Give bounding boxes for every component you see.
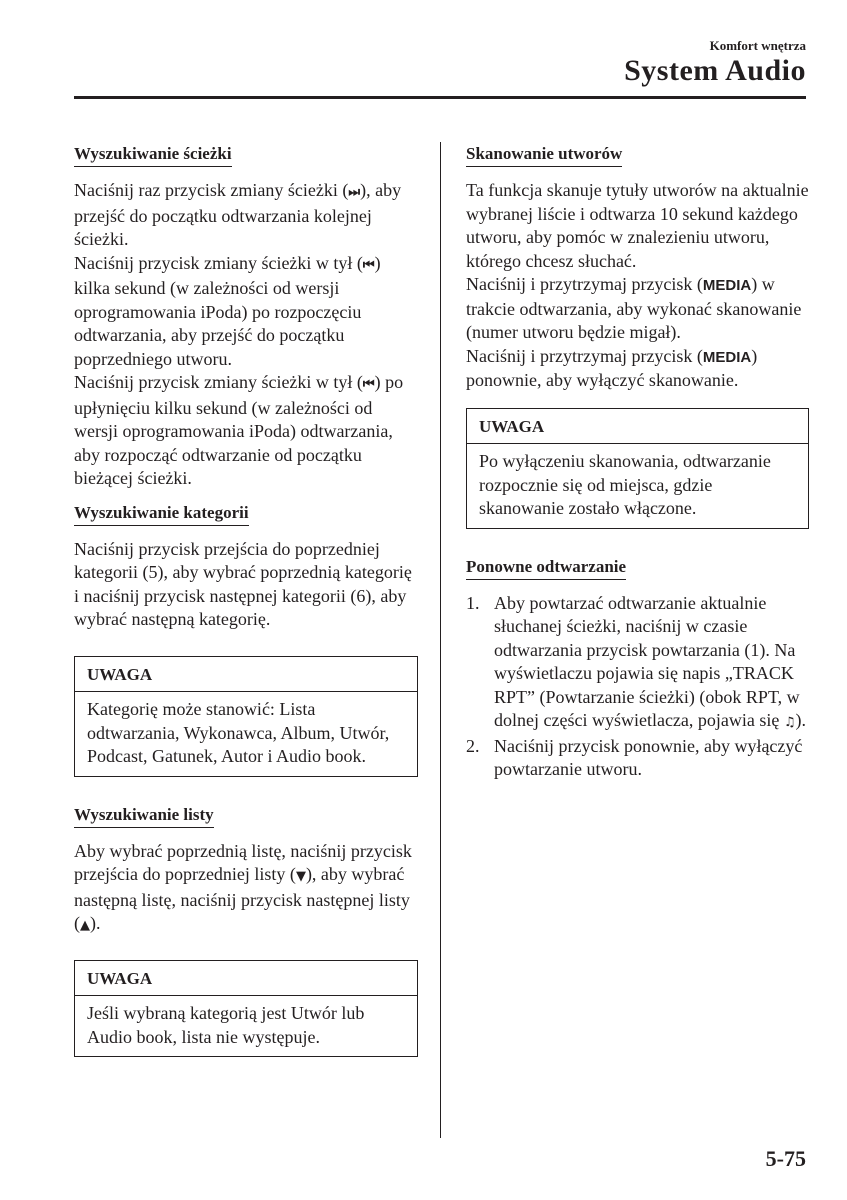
- repeat-steps-list: [466, 592, 809, 782]
- scan-paragraph-2: Naciśnij i przytrzymaj przycisk (MEDIA) w trakcie odtwarzania, aby wykonać skanowanie (numer utworu będzie migał).: [466, 274, 802, 342]
- list-item: 2. Naciśnij przycisk ponownie, aby wyłączyć powtarzanie utworu.: [466, 735, 803, 779]
- next-track-icon: ⏭: [348, 185, 361, 200]
- section-label: Komfort wnętrza: [709, 38, 806, 53]
- note-title: UWAGA: [75, 961, 417, 997]
- column-divider: [440, 142, 441, 1138]
- music-note-icon: ♫: [783, 715, 796, 730]
- note-body: Po wyłączeniu skanowania, odtwarzanie rozpocznie się od miejsca, gdzie skanowanie zostało włączone.: [479, 451, 771, 518]
- down-arrow-icon: ▼: [295, 869, 306, 884]
- scan-paragraph-3: Naciśnij i przytrzymaj przycisk (MEDIA) ponownie, aby wyłączyć skanowanie.: [466, 345, 758, 390]
- left-column: [74, 142, 418, 1057]
- track-search-paragraph-3: Naciśnij przycisk zmiany ścieżki w tył (⏮) po upłynięciu kilku sekund (w zależności od wersji oprogramowania iPoda) odtwarzania, aby rozpocząć odtwarzanie od początku bieżącej ścieżki.: [74, 372, 404, 488]
- track-search-paragraph-1: Naciśnij raz przycisk zmiany ścieżki (⏭), aby przejść do początku odtwarzania kolejnej ścieżki.: [74, 180, 402, 249]
- category-search-body: Naciśnij przycisk przejścia do poprzedniej kategorii (5), aby wybrać poprzednią kategorię i naciśnij przycisk następnej kategorii (6), aby wybrać następną kategorię.: [74, 538, 412, 629]
- scan-heading: Skanowanie utworów: [466, 143, 622, 167]
- track-search-paragraph-2: Naciśnij przycisk zmiany ścieżki w tył (⏮) kilka sekund (w zależności od wersji oprogramowania iPoda) po rozpoczęciu odtwarzania, aby przejść do początku poprzedniego utworu.: [74, 252, 381, 369]
- previous-track-icon: ⏮: [362, 257, 375, 273]
- scan-note-box: [466, 408, 809, 529]
- header-rule: [74, 96, 806, 99]
- up-arrow-icon: ▲: [80, 918, 90, 933]
- media-button-label: MEDIA: [702, 277, 752, 294]
- previous-track-icon: ⏮: [362, 377, 375, 392]
- list-item: 1. Aby powtarzać odtwarzanie aktualnie słuchanej ścieżki, naciśnij w czasie odtwarzania przycisk powtarzania (1). Na wyświetlaczu pojawia się napis „TRACK RPT” (Powtarzanie ścieżki) (obok RPT, w dolnej części wyświetlacza, pojawia się ♫).: [466, 592, 807, 730]
- note-title: UWAGA: [75, 657, 417, 693]
- category-search-heading: Wyszukiwanie kategorii: [74, 502, 249, 526]
- note-body: Kategorię może stanowić: Lista odtwarzania, Wykonawca, Album, Utwór, Podcast, Gatunek, Autor i Audio book.: [87, 699, 390, 766]
- page-number: 5-75: [765, 1146, 806, 1171]
- right-column: [466, 142, 809, 782]
- category-note-box: [74, 656, 418, 777]
- list-note-box: [74, 960, 418, 1058]
- page-title: System Audio: [624, 54, 806, 87]
- scan-paragraph-1: Ta funkcja skanuje tytuły utworów na aktualnie wybranej liście i odtwarza 10 sekund każdego utworu, aby pomóc w znalezieniu utworu, którego chcesz słuchać.: [466, 180, 809, 271]
- note-body: Jeśli wybraną kategorią jest Utwór lub Audio book, lista nie występuje.: [87, 1003, 365, 1047]
- list-search-heading: Wyszukiwanie listy: [74, 804, 214, 828]
- media-button-label: MEDIA: [702, 348, 752, 366]
- repeat-heading: Ponowne odtwarzanie: [466, 556, 626, 580]
- note-title: UWAGA: [467, 409, 808, 445]
- track-search-heading: Wyszukiwanie ścieżki: [74, 143, 232, 167]
- list-search-body: Aby wybrać poprzednią listę, naciśnij przycisk przejścia do poprzedniej listy (▼), aby wybrać następną listę, naciśnij przycisk następnej listy (▲).: [74, 840, 412, 933]
